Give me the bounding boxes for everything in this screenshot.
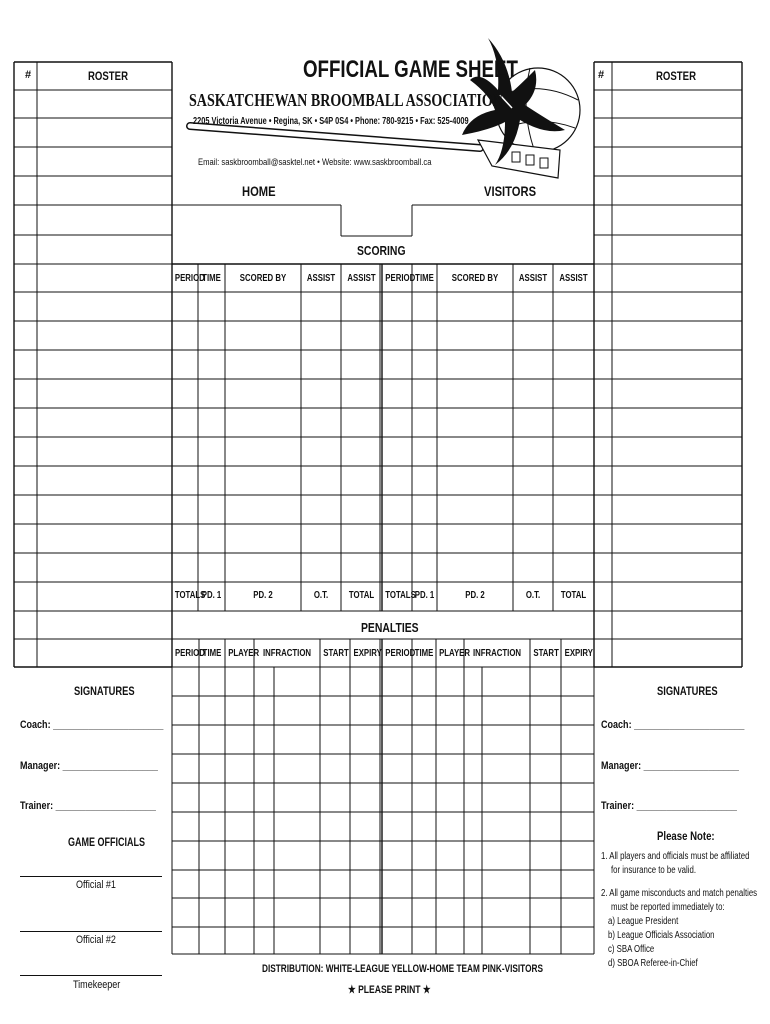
- totals-label: TOTALS: [174, 590, 206, 601]
- scoring-title: SCORING: [357, 243, 406, 258]
- page-title: OFFICIAL GAME SHEET: [303, 56, 518, 83]
- roster-left-number-header: #: [25, 69, 32, 81]
- official-2-label: Official #2: [76, 934, 116, 946]
- totals-label: O.T.: [313, 590, 329, 601]
- note-title: Please Note:: [657, 829, 715, 843]
- totals-label: PD. 2: [253, 590, 273, 601]
- official-1-label: Official #1: [76, 879, 116, 891]
- totals-label: PD. 2: [465, 590, 485, 601]
- please-print-note: ★ PLEASE PRINT ★: [348, 984, 431, 996]
- association-contact: Email: saskbroomball@sasktel.net • Website: www.saskbroomball.ca: [198, 157, 432, 167]
- note-item-1: 1. All players and officials must be affiliated: [601, 851, 750, 862]
- trainer-signature-left[interactable]: Trainer: ____________________: [20, 800, 156, 812]
- roster-right-number-header: #: [598, 69, 605, 81]
- column-header: PERIOD: [174, 273, 205, 284]
- column-header: INFRACTION: [472, 648, 522, 659]
- timekeeper-signature-line[interactable]: [20, 975, 162, 976]
- column-header: ASSIST: [559, 273, 588, 284]
- totals-label: TOTAL: [560, 590, 587, 601]
- column-header: PLAYER: [439, 648, 471, 659]
- column-header: SCORED BY: [451, 273, 499, 284]
- column-header: EXPIRY: [564, 648, 593, 659]
- column-header: START: [533, 648, 559, 659]
- column-header: PLAYER: [228, 648, 260, 659]
- official-2-signature-line[interactable]: [20, 931, 162, 932]
- column-header: ASSIST: [518, 273, 548, 284]
- note-item-2: 2. All game misconducts and match penalties: [601, 888, 758, 899]
- official-1-signature-line[interactable]: [20, 876, 162, 877]
- column-header: PERIOD: [385, 273, 416, 284]
- column-header: START: [323, 648, 349, 659]
- column-header: TIME: [414, 648, 434, 659]
- column-header: TIME: [202, 273, 221, 284]
- trainer-signature-right[interactable]: Trainer: ____________________: [601, 800, 737, 812]
- signatures-right-title: SIGNATURES: [657, 684, 718, 698]
- column-header: PERIOD: [174, 648, 205, 659]
- column-header: TIME: [415, 273, 434, 284]
- totals-label: TOTAL: [348, 590, 375, 601]
- totals-label: O.T.: [525, 590, 541, 601]
- distribution-note: DISTRIBUTION: WHITE-LEAGUE YELLOW-HOME TEAM PINK-VISITORS: [262, 963, 543, 975]
- penalties-title: PENALTIES: [361, 620, 419, 635]
- note-item-2-cont: must be reported immediately to:: [611, 902, 725, 913]
- coach-signature-right[interactable]: Coach: ______________________: [601, 719, 745, 731]
- totals-label: PD. 1: [414, 590, 435, 601]
- timekeeper-label: Timekeeper: [73, 979, 121, 991]
- note-item-d: d) SBOA Referee-in-Chief: [608, 958, 698, 969]
- game-officials-title: GAME OFFICIALS: [68, 835, 146, 849]
- totals-label: PD. 1: [201, 590, 222, 601]
- visitors-label: VISITORS: [484, 183, 537, 199]
- column-header: TIME: [202, 648, 222, 659]
- note-item-1-cont: for insurance to be valid.: [611, 865, 696, 876]
- column-header: ASSIST: [347, 273, 376, 284]
- roster-right-header: ROSTER: [656, 69, 697, 83]
- note-item-c: c) SBA Office: [608, 944, 655, 955]
- column-header: ASSIST: [306, 273, 336, 284]
- manager-signature-left[interactable]: Manager: ___________________: [20, 760, 158, 772]
- signatures-left-title: SIGNATURES: [74, 684, 135, 698]
- note-item-a: a) League President: [608, 916, 679, 927]
- association-name: SASKATCHEWAN BROOMBALL ASSOCIATION: [189, 90, 503, 110]
- column-header: SCORED BY: [239, 273, 287, 284]
- column-header: EXPIRY: [353, 648, 382, 659]
- coach-signature-left[interactable]: Coach: ______________________: [20, 719, 164, 731]
- home-label: HOME: [242, 183, 276, 199]
- manager-signature-right[interactable]: Manager: ___________________: [601, 760, 739, 772]
- totals-label: TOTALS: [385, 590, 416, 601]
- association-address: 2205 Victoria Avenue • Regina, SK • S4P 0S4 • Phone: 780-9215 • Fax: 525-4009: [193, 116, 469, 127]
- roster-left-header: ROSTER: [88, 69, 129, 83]
- column-header: INFRACTION: [262, 648, 312, 659]
- column-header: PERIOD: [385, 648, 416, 659]
- note-item-b: b) League Officials Association: [608, 930, 715, 941]
